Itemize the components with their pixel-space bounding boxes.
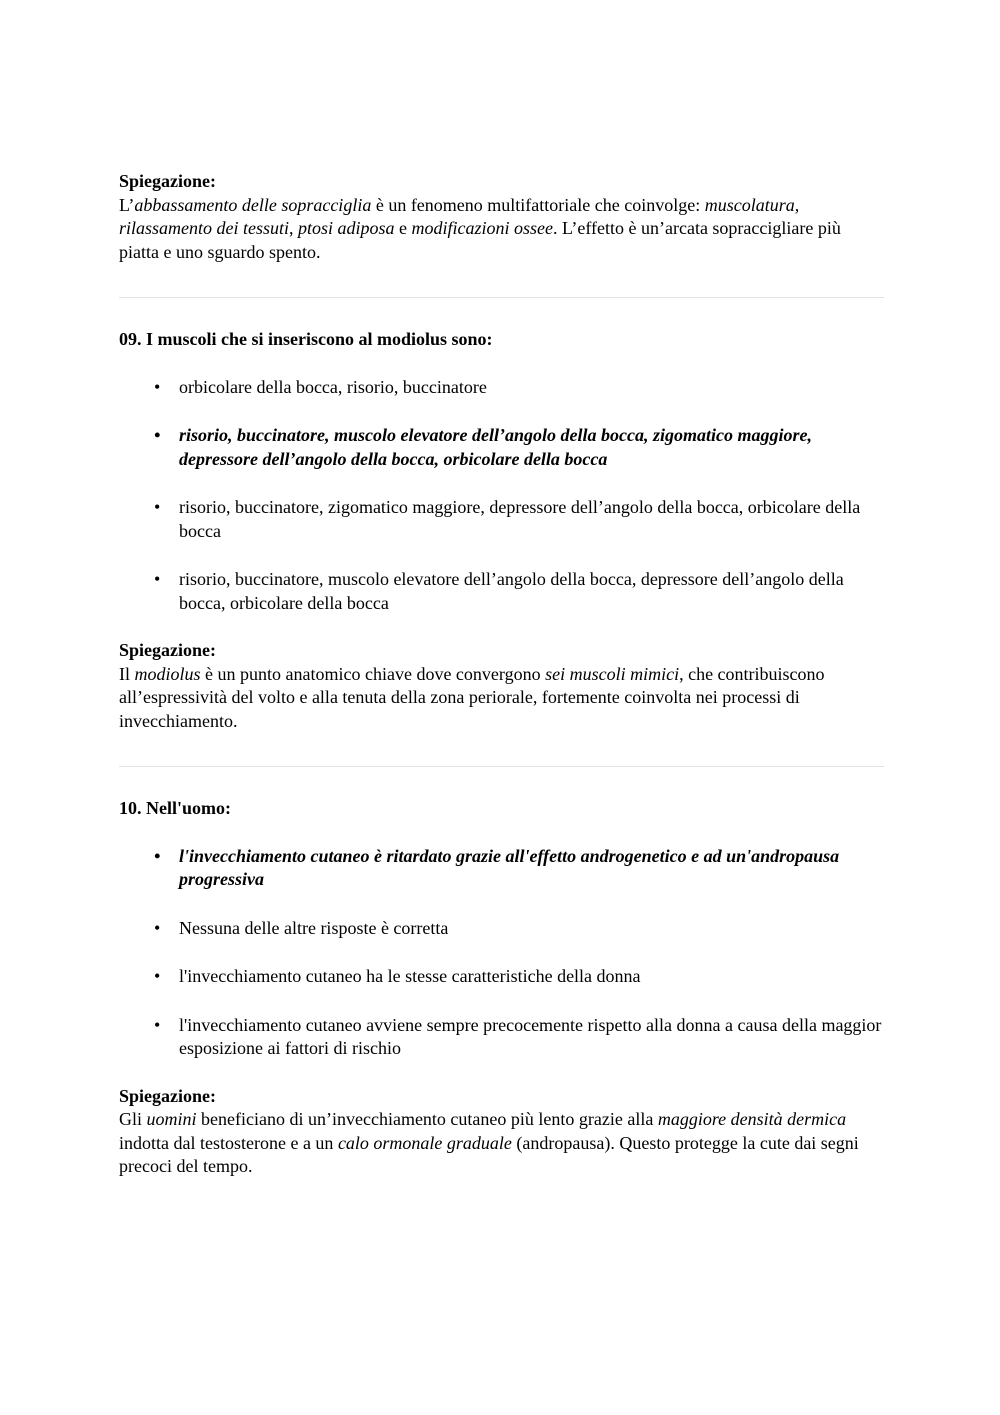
answer-item: • l'invecchiamento cutaneo ha le stesse caratteristiche della donna (119, 965, 884, 989)
explanation-block-10 (119, 1085, 884, 1179)
section-divider (119, 297, 884, 298)
answer-item-correct: • l'invecchiamento cutaneo è ritardato grazie all'effetto androgenetico e ad un'andropausa progressiva (119, 845, 884, 892)
answer-item: • risorio, buccinatore, muscolo elevatore dell’angolo della bocca, depressore dell’angolo della bocca, orbicolare della bocca (119, 568, 884, 615)
emphasis-text: calo ormonale graduale (337, 1132, 512, 1153)
emphasis-text: sei muscoli mimici (545, 663, 680, 684)
section-divider (119, 766, 884, 767)
answer-item: • Nessuna delle altre risposte è corretta (119, 917, 884, 941)
explanation-text: L’abbassamento delle sopracciglia è un fenomeno multifattoriale che coinvolge: muscolatura, rilassamento dei tessuti, ptosi adiposa e modificazioni ossee. L’effetto è un’arcata sopraccigliare più piatta e uno sguardo spento. (119, 194, 841, 262)
emphasis-text: uomini (146, 1109, 197, 1129)
emphasis-text: muscolatura (704, 194, 795, 215)
emphasis-text: ptosi adiposa (298, 218, 395, 238)
explanation-block-8 (119, 170, 884, 264)
answer-list (119, 845, 884, 1061)
explanation-block-9 (119, 639, 884, 733)
explanation-title: Spiegazione: (119, 640, 216, 660)
question-block-9 (119, 328, 884, 733)
explanation-text: Il modiolus è un punto anatomico chiave dove convergono sei muscoli mimici, che contribuiscono all’espressività del volto e alla tenuta della zona periorale, fortemente coinvolta nei processi di invecchiamento. (119, 663, 825, 731)
question-title: 09. I muscoli che si inseriscono al modiolus sono: (119, 329, 493, 349)
question-block-10 (119, 797, 884, 1179)
emphasis-text: modificazioni ossee (411, 218, 554, 238)
emphasis-text: abbassamento delle sopracciglia (134, 194, 372, 215)
explanation-text: Gli uomini beneficiano di un’invecchiamento cutaneo più lento grazie alla maggiore densità dermica indotta dal testosterone e a un calo ormonale graduale (andropausa). Questo protegge la cute dai segni precoci del tempo. (119, 1109, 859, 1176)
document-page (119, 170, 884, 1179)
answer-item-correct: • risorio, buccinatore, muscolo elevatore dell’angolo della bocca, zigomatico maggiore, depressore dell’angolo della bocca, orbicolare della bocca (119, 424, 884, 471)
answer-list (119, 376, 884, 616)
emphasis-text: rilassamento dei tessuti (119, 218, 289, 238)
answer-item: • orbicolare della bocca, risorio, buccinatore (119, 376, 884, 400)
explanation-title: Spiegazione: (119, 1085, 216, 1106)
answer-item: • l'invecchiamento cutaneo avviene sempre precocemente rispetto alla donna a causa della maggior esposizione ai fattori di rischio (119, 1014, 884, 1061)
answer-item: • risorio, buccinatore, zigomatico maggiore, depressore dell’angolo della bocca, orbicolare della bocca (119, 496, 884, 543)
question-title: 10. Nell'uomo: (119, 798, 231, 818)
explanation-title: Spiegazione: (119, 171, 216, 191)
emphasis-text: modiolus (134, 663, 201, 684)
emphasis-text: maggiore densità dermica (657, 1109, 847, 1129)
